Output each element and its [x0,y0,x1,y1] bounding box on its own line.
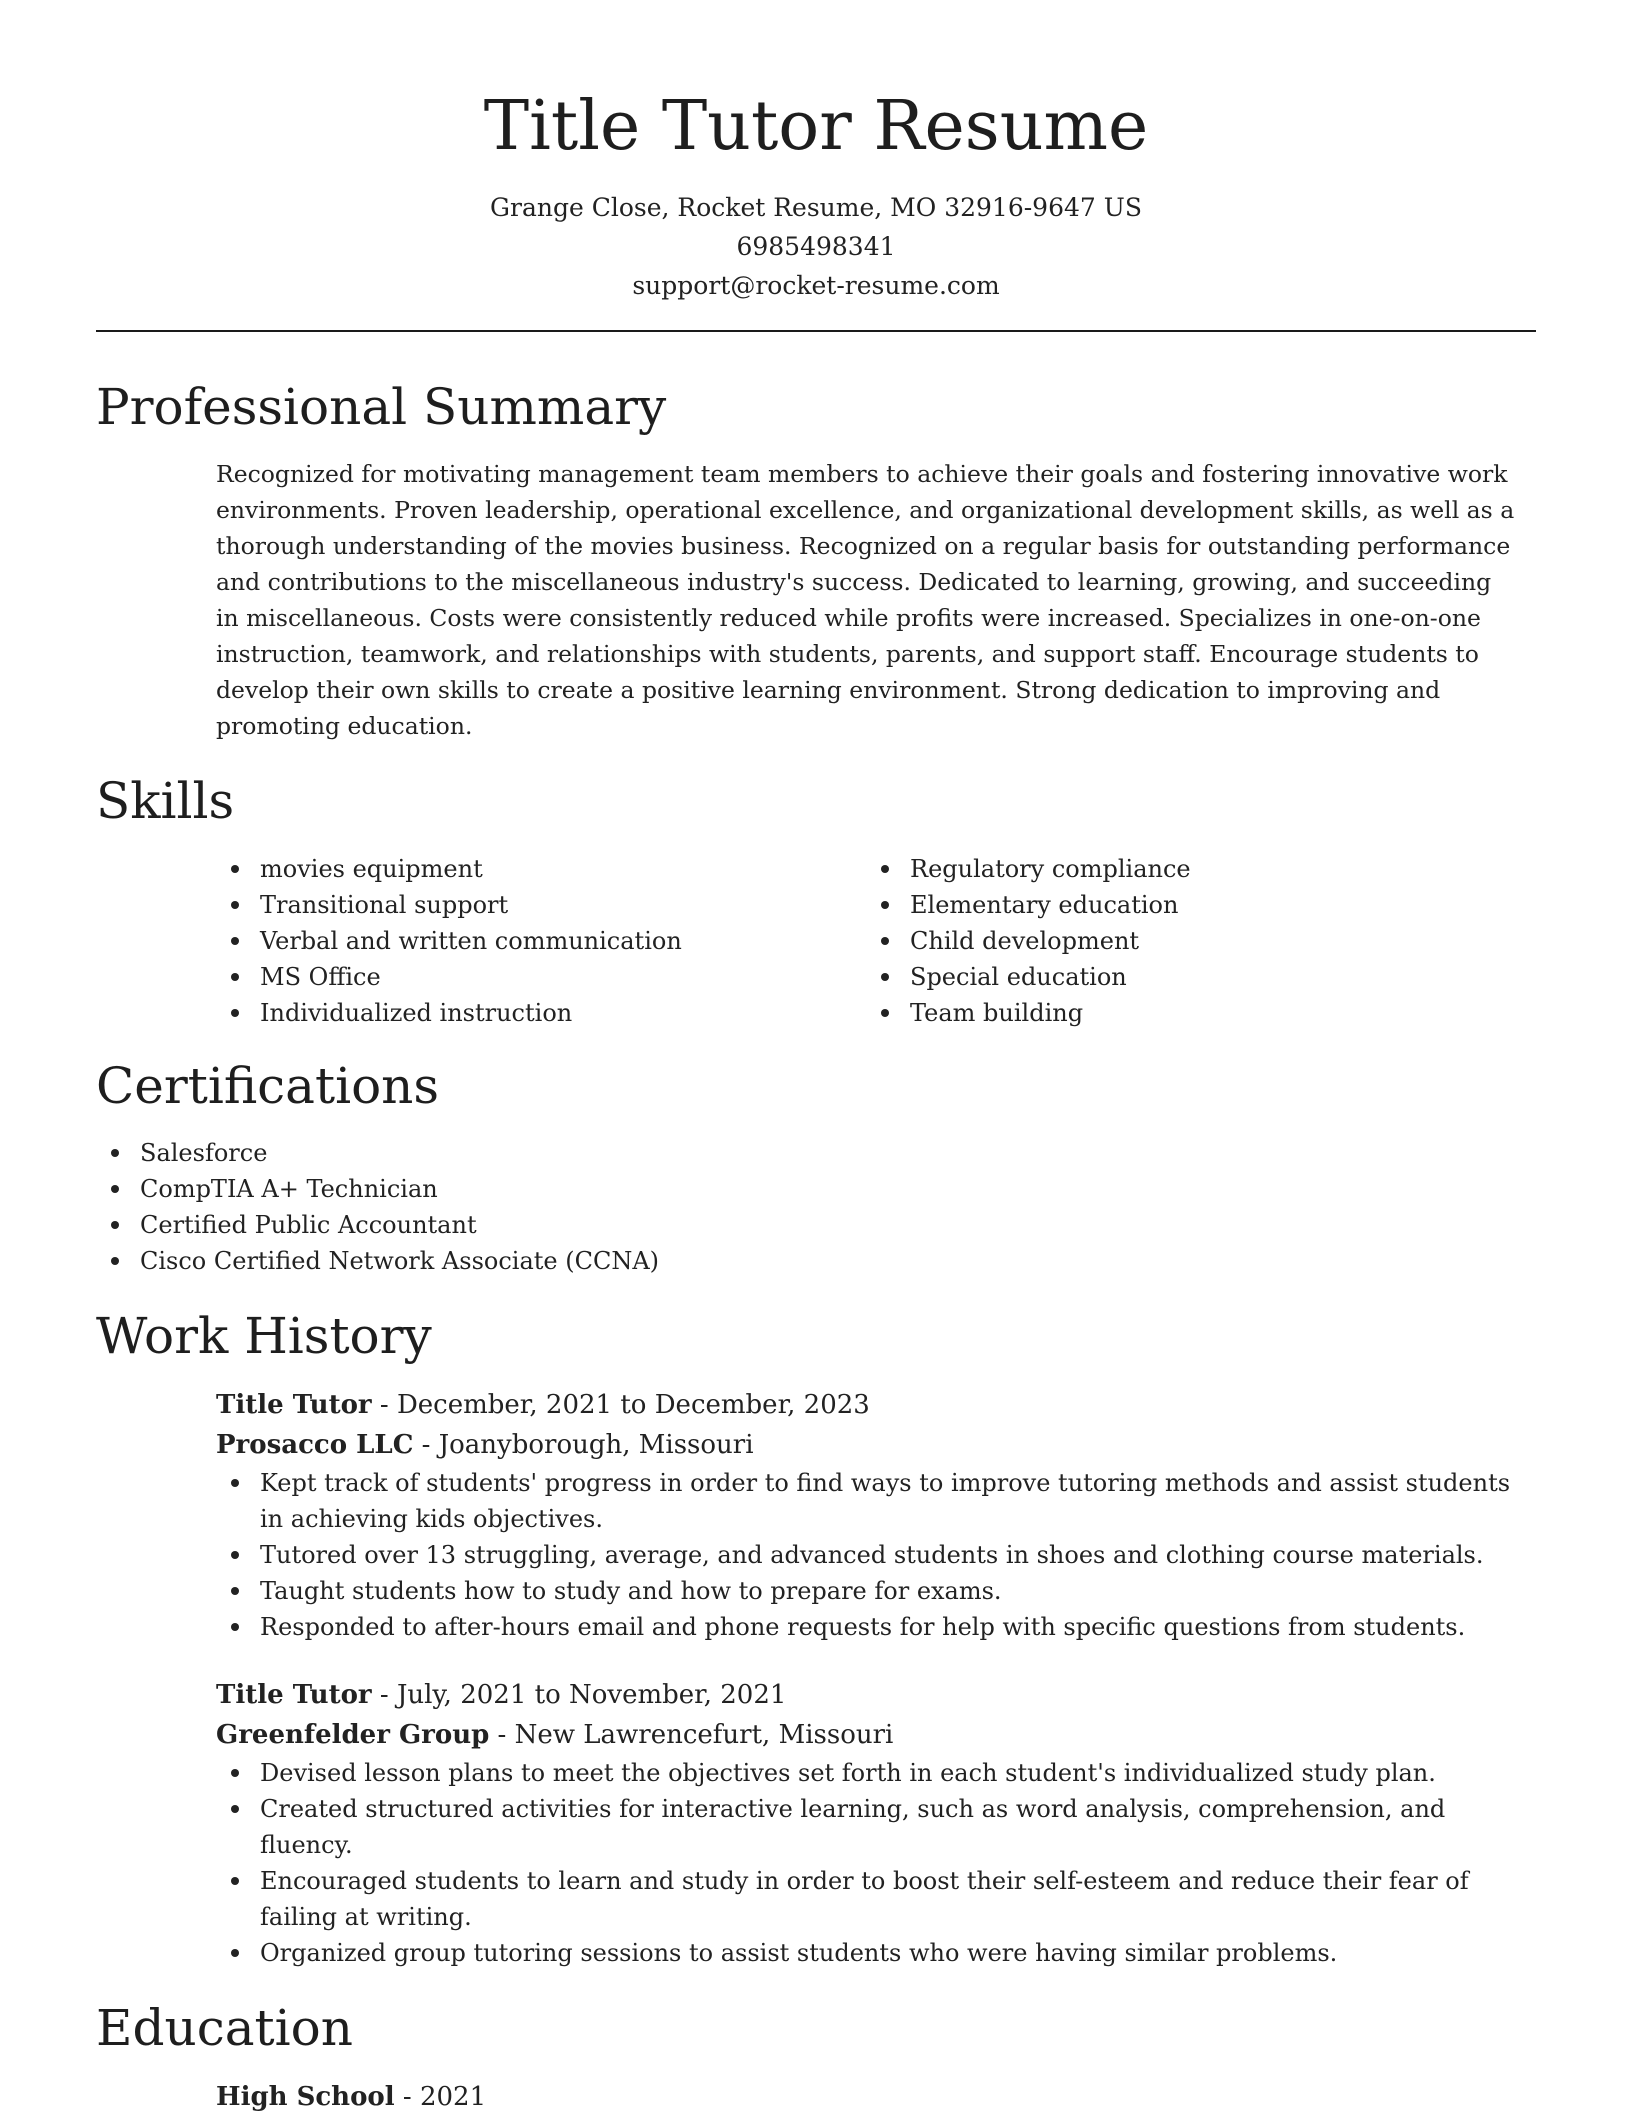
contact-block [96,188,1536,305]
work-history-heading: Work History [96,1307,432,1365]
resume-header [96,0,1536,305]
skill-item: Individualized instruction [216,995,866,1031]
job-title-line [216,1385,1516,1425]
certification-item: CompTIA A+ Technician [96,1171,1536,1207]
education-section [96,1993,1536,2117]
job-company: Prosacco LLC [216,1430,414,1460]
summary-section [96,372,1536,744]
work-history-section [96,1301,1536,1971]
skill-item: Elementary education [866,887,1516,923]
skills-section [96,766,1536,1031]
job-dates: - December, 2021 to December, 2023 [371,1390,870,1420]
skill-item: Special education [866,959,1516,995]
certifications-heading: Certifications [96,1057,440,1115]
skills-heading: Skills [96,772,235,830]
skill-item: movies equipment [216,851,866,887]
job-bullets [216,1465,1516,1645]
job-bullet: Responded to after-hours email and phone requests for help with specific questions from students. [216,1609,1516,1645]
job-role: Title Tutor [216,1390,372,1420]
email: support@rocket-resume.com [632,271,1000,300]
skill-item: Regulatory compliance [866,851,1516,887]
certifications-list [96,1135,1536,1279]
skill-item: Child development [866,923,1516,959]
job-location: - Joanyborough, Missouri [413,1430,754,1460]
skills-right-list [866,851,1516,1031]
job-dates: - July, 2021 to November, 2021 [371,1680,787,1710]
education-year: - 2021 [394,2082,487,2112]
certification-item: Certified Public Accountant [96,1207,1536,1243]
job-company-line [216,1425,1516,1465]
job-bullet: Organized group tutoring sessions to assist students who were having similar problems. [216,1935,1516,1971]
job-entry [216,1385,1516,1645]
summary-text: Recognized for motivating management team members to achieve their goals and fostering innovative work environments. Proven leadership, operational excellence, and organizational development skills, as well as a thorough understanding of the movies business. Recognized on a regular basis for outstanding performance and contributions to the miscellaneous industry's success. Dedicated to learning, growing, and succeeding in miscellaneous. Costs were consistently reduced while profits were increased. Specializes in one-on-one instruction, teamwork, and relationships with students, parents, and support staff. Encourage students to develop their own skills to create a positive learning environment. Strong dedication to improving and promoting education. [216,460,1515,740]
header-divider [96,330,1536,332]
job-bullet: Encouraged students to learn and study in order to boost their self-esteem and reduce their fear of failing at writing. [216,1863,1516,1935]
job-bullets [216,1755,1516,1971]
job-company-line [216,1715,1516,1755]
phone: 6985498341 [736,232,896,261]
certifications-section [96,1051,1536,1279]
job-title-line [216,1675,1516,1715]
job-location: - New Lawrencefurt, Missouri [489,1720,894,1750]
certification-item: Salesforce [96,1135,1536,1171]
job-bullet: Tutored over 13 struggling, average, and advanced students in shoes and clothing course materials. [216,1537,1516,1573]
address: Grange Close, Rocket Resume, MO 32916-9647 US [490,193,1142,222]
education-degree: High School [216,2082,395,2112]
job-bullet: Kept track of students' progress in order to find ways to improve tutoring methods and assist students in achieving kids objectives. [216,1465,1516,1537]
job-entry [216,1675,1516,1971]
education-heading: Education [96,1999,353,2057]
skill-item: Transitional support [216,887,866,923]
job-company: Greenfelder Group [216,1720,490,1750]
job-bullet: Created structured activities for interactive learning, such as word analysis, comprehension, and fluency. [216,1791,1516,1863]
skill-item: MS Office [216,959,866,995]
resume-title: Title Tutor Resume [483,87,1149,166]
job-role: Title Tutor [216,1680,372,1710]
certification-item: Cisco Certified Network Associate (CCNA) [96,1243,1536,1279]
skills-grid [216,851,1536,1031]
summary-heading: Professional Summary [96,378,667,436]
job-bullet: Devised lesson plans to meet the objectives set forth in each student's individualized study plan. [216,1755,1516,1791]
skill-item: Verbal and written communication [216,923,866,959]
skill-item: Team building [866,995,1516,1031]
resume-page [96,0,1536,2117]
skills-left-list [216,851,866,1031]
job-bullet: Taught students how to study and how to prepare for exams. [216,1573,1516,1609]
education-line [216,2077,1516,2117]
